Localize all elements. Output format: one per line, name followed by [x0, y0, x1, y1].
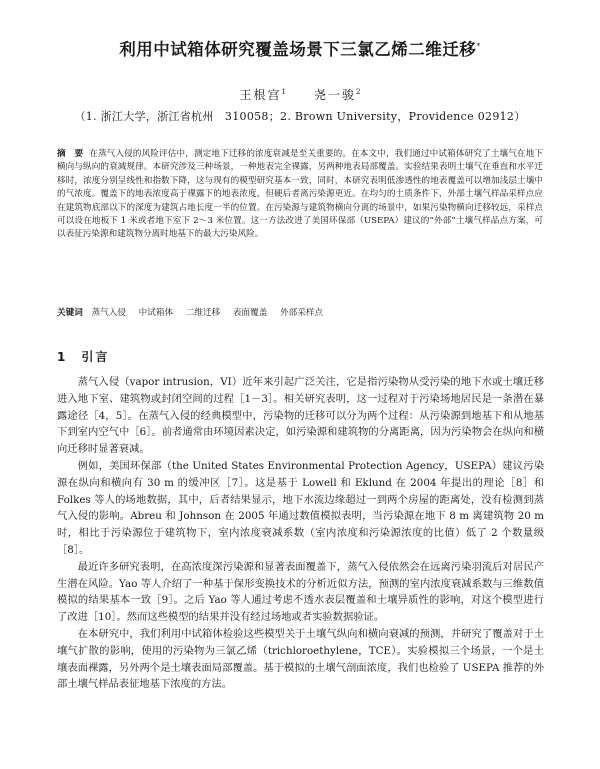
author-line	[40, 86, 560, 103]
author-affil-mark: 1	[281, 88, 286, 96]
body-text	[57, 374, 544, 693]
abstract-text: 在蒸气入侵的风险评估中，测定地下迁移的浓度衰减是至关重要的。在本文中，我们通过中试箱体研究了土壤气在地下横向与纵向的衰减规律。本研究涉及三种场景，一种地表完全裸露，另两种地表局部覆盖。实验结果表明土壤气在垂直和水平迁移时，浓度分别呈线性和指数下降，这与现有的模型研究基本一致，同时，本研究表明低渗透性的地表覆盖可以增加浅层土壤中的气浓度。覆盖下的地表浓度高于裸露下的地表浓度，但硬后者离污染源更近。在均匀的土质条件下，外部土壤气样品采样点应在建筑物底部以下的深度为建筑占地长度一半的位置。在污染源与建筑物横向分离的场景中，如果污染物横向迁移较远，采样点可以设在地板下 1 米或者地下室下 2～3 米位置。这一方法改进了美国环保部（USEPA）建议的“外部”土壤气样品点方案，可以表征污染源和建筑物分离时地基下的最大污染风险。	[57, 149, 543, 240]
body-paragraph: 最近许多研究表明，在高浓度深污染源和显著表面覆盖下，蒸气入侵依然会在远离污染羽流后对居民产生潜在风险。Yao 等人介绍了一种基于保形变换技术的分析近似方法，预测的室内浓度衰减系数与三维数值模拟的结果基本一致［9］。之后 Yao 等人通过考虑不透水表层覆盖和土壤异质性的影响，对这个模型进行了改进［10］。然而这些模型的结果并没有经过场地或者实验数据验证。	[57, 560, 544, 624]
author-name: 尧一骏	[314, 88, 357, 102]
abstract	[57, 148, 543, 242]
keyword: 二维迁移	[185, 308, 221, 318]
body-paragraph: 蒸气入侵（vapor intrusion，VI）近年来引起广泛关注，它是指污染物从受污染的地下水或土壤迁移进入地下室、建筑物或封闭空间的过程［1－3］。相关研究表明，这一过程对于污染场地居民是一条潜在暴露途径［4，5］。在蒸气入侵的经典模型中，污染物的迁移可以分为两个过程：从污染源到地基下和从地基下到室内空气中［6］。前者通常由环境因素决定，如污染源和建筑物的分离距离，因为污染物会在纵向和横向迁移时显著衰减。	[57, 376, 544, 456]
keywords-label: 关键词	[57, 308, 83, 318]
title-text: 利用中试箱体研究覆盖场景下三氯乙烯二维迁移	[119, 40, 477, 59]
author-affil-mark: 2	[356, 88, 361, 96]
keyword: 蒸气入侵	[91, 308, 126, 318]
paper-title	[40, 36, 560, 60]
affiliation: （1. 浙江大学，浙江省杭州 310058；2. Brown University，Providence 02912）	[74, 110, 526, 123]
title-footnote-mark: *	[476, 41, 481, 51]
keywords	[57, 307, 543, 320]
section-title: 引言	[81, 350, 110, 364]
author-name: 王根宫	[239, 88, 282, 102]
section-number: 1	[57, 350, 68, 364]
body-paragraph: 在本研究中，我们利用中试箱体检验这些模型关于土壤气纵向和横向衰减的预测，并研究了覆盖对于土壤气扩散的影响，使用的污染物为三氯乙烯（trichloroethylene，TCE）。实验模拟三个场景，一个是土壤表面裸露，另外两个是土壤表面局部覆盖。基于模拟的土壤气剖面浓度，我们也检验了 USEPA 推荐的外部土壤气样品表征地基下浓度的方法。	[57, 627, 544, 691]
body-paragraph: 例如，美国环保部（the United States Environmental Protection Agency，USEPA）建议污染源在纵向和横向有 30 m 的缓冲区［7］。这是基于 Lowell 和 Eklund 在 2004 年提出的理论［8］和 Folkes 等人的场地数据，其中，后者结果显示，地下水流边缘超过一到两个房屋的距离处，没有检测到蒸气入侵的影响。Abreu 和 Johnson 在 2005 年通过数值模拟表明，当污染源在地下 8 m 离建筑物 20 m 时，相比于污染源位于建筑物下，室内浓度衰减系数（室内浓度和污染源浓度的比值）低了 2 个数量级［8］。	[57, 459, 544, 556]
keyword: 表面覆盖	[232, 308, 268, 318]
keyword: 中试箱体	[138, 308, 174, 318]
keyword: 外部采样点	[280, 308, 324, 318]
abstract-label: 摘 要	[57, 149, 84, 159]
section-heading	[57, 348, 109, 365]
